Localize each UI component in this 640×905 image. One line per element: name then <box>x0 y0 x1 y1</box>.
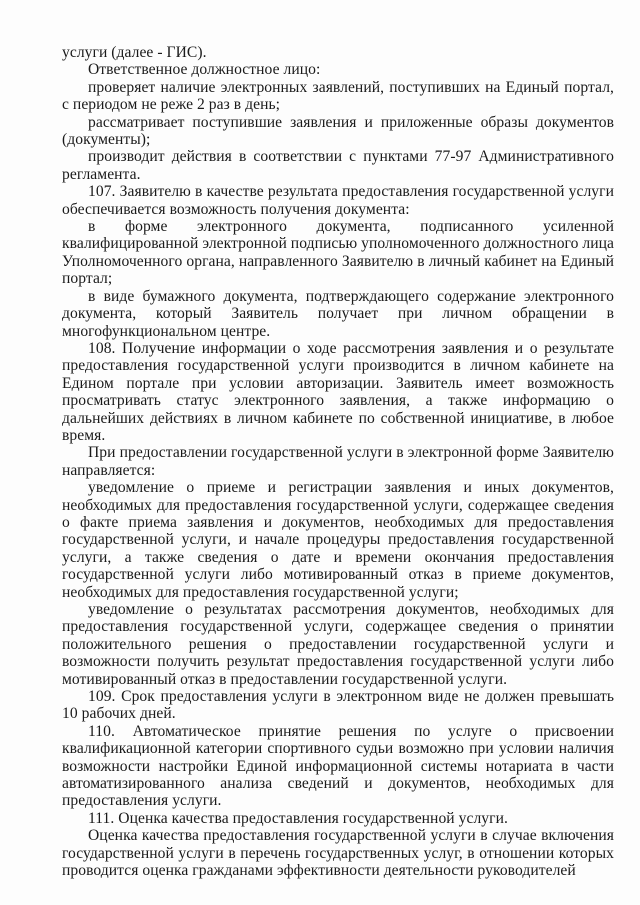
paragraph-notice-receipt: уведомление о приеме и регистрации заявления и иных документов, необходимых для предоставления государственной услуги, содержащее сведения о факте приема заявления и документов, необходимых для предоставления государственной услуги, и начале процедуры предоставления государственной услуги, а также сведения о дате и времени окончания предоставления государственной услуги либо мотивированный отказ в приеме документов, необходимых для предоставления государственной услуги; <box>62 479 614 601</box>
paragraph-electronic-document: в форме электронного документа, подписанного усиленной квалифицированной электронной подписью уполномоченного должностного лица Уполномоченного органа, направленного Заявителю в личный кабинет на Единый портал; <box>62 218 614 288</box>
paragraph-108: 108. Получение информации о ходе рассмотрения заявления и о результате предоставления государственной услуги производится в личном кабинете на Едином портале при условии авторизации. Заявитель имеет возможность просматривать статус электронного заявления, а также информацию о дальнейших действиях в личном кабинете по собственной инициативе, в любое время. <box>62 339 614 444</box>
document-body <box>62 44 614 880</box>
paragraph-107: 107. Заявителю в качестве результата предоставления государственной услуги обеспечивается возможность получения документа: <box>62 183 614 218</box>
paragraph-performs-actions: производит действия в соответствии с пунктами 77-97 Административного регламента. <box>62 148 614 183</box>
paragraph-111: 111. Оценка качества предоставления государственной услуги. <box>88 809 508 827</box>
paragraph-electronic-form-notice: При предоставлении государственной услуги в электронной форме Заявителю направляется: <box>62 444 614 479</box>
paragraph-notice-results: уведомление о результатах рассмотрения документов, необходимых для предоставления государственной услуги, содержащее сведения о принятии положительного решения о предоставлении государственной услуги и возможности получить результат предоставления государственной услуги либо мотивированный отказ в предоставлении государственной услуги. <box>62 601 614 688</box>
paragraph-109: 109. Срок предоставления услуги в электронном виде не должен превышать 10 рабочих дней. <box>62 688 614 723</box>
paragraph-checks-applications: проверяет наличие электронных заявлений, поступивших на Единый портал, с периодом не реже 2 раз в день; <box>62 78 614 114</box>
paragraph-paper-document: в виде бумажного документа, подтверждающего содержание электронного документа, который Заявитель получает при личном обращении в многофункциональном центре. <box>62 287 614 340</box>
paragraph-quality-assessment: Оценка качества предоставления государственной услуги в случае включения государственной услуги в перечень государственных услуг, в отношении которых проводится оценка гражданами эффективности деятельности руководителей <box>62 827 614 880</box>
paragraph-gis-continuation: услуги (далее - ГИС). <box>62 44 207 61</box>
paragraph-110: 110. Автоматическое принятие решения по услуге о присвоении квалификационной категории спортивного судьи возможно при условии наличия возможности настройки Единой информационной системы нотариата в части автоматизированного анализа сведений и документов, необходимых для предоставления услуги. <box>62 722 614 810</box>
paragraph-responsible-official: Ответственное должностное лицо: <box>88 61 321 79</box>
paragraph-reviews-applications: рассматривает поступившие заявления и приложенные образы документов (документы); <box>62 113 614 149</box>
